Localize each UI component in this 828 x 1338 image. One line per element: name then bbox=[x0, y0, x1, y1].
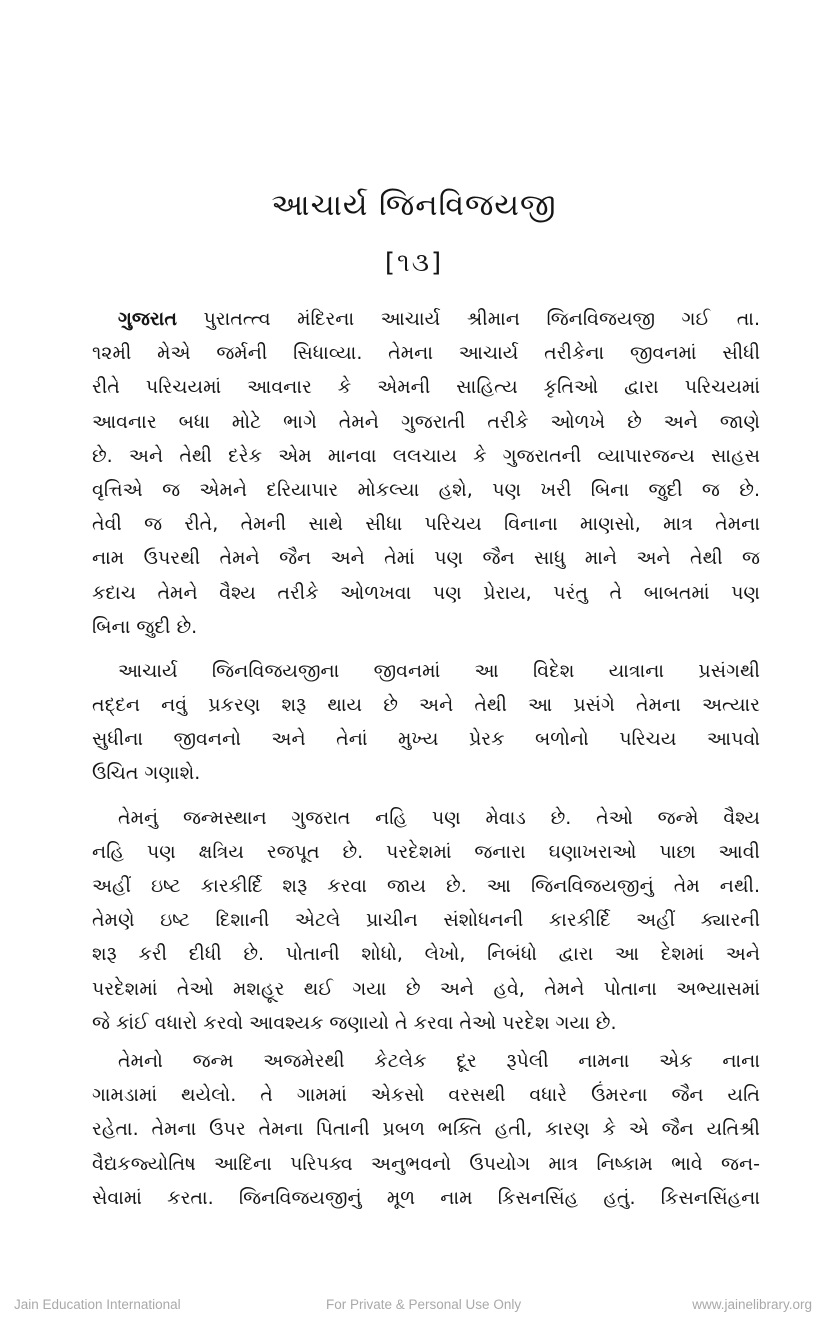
chapter-number: [૧૩] bbox=[384, 248, 444, 278]
text-line: નહિ પણ ક્ષત્રિય રજપૂત છે. પરદેશમાં જનારા ઘણાખરાઓ પાછા આવી bbox=[92, 840, 760, 863]
text-line: આવનાર બધા મોટે ભાગે તેમને ગુજરાતી તરીકે ઓળખે છે અને જાણે bbox=[92, 410, 760, 433]
text-line: બિના જુદી છે. bbox=[92, 615, 198, 638]
text-line: તેવી જ રીતે, તેમની સાથે સીધા પરિચય વિનાના માણસો, માત્ર તેમના bbox=[92, 513, 760, 536]
lead-word: ગુજરાત bbox=[118, 308, 177, 330]
paragraph-4 bbox=[92, 1044, 760, 1215]
paragraph-2 bbox=[92, 654, 760, 791]
text-line: પરદેશમાં તેઓ મશહૂર થઈ ગયા છે અને હવે, તેમને પોતાના અભ્યાસમાં bbox=[92, 977, 760, 1000]
text-line: વૃત્તિએ જ એમને દરિયાપાર મોકલ્યા હશે, પણ ખરી બિના જુદી જ છે. bbox=[92, 478, 760, 501]
text-line: ઉચિત ગણાશે. bbox=[92, 762, 201, 785]
text-line: કદાચ તેમને વૈશ્ય તરીકે ઓળખવા પણ પ્રેરાય, પરંતુ તે બાબતમાં પણ bbox=[92, 581, 760, 604]
text-line: સુધીના જીવનનો અને તેનાં મુખ્ય પ્રેરક બળોનો પરિચય આપવો bbox=[92, 728, 760, 751]
footer-usage-notice: For Private & Personal Use Only bbox=[326, 1297, 522, 1312]
text-line: ગુજરાત પુરાતત્ત્વ મંદિરના આચાર્ય શ્રીમાન જિનવિજયજી ગઈ તા. bbox=[118, 308, 760, 330]
text-line: તદ્દન નવું પ્રકરણ શરૂ થાય છે અને તેથી આ પ્રસંગે તેમના અત્યાર bbox=[92, 694, 760, 717]
footer-website-link[interactable]: www.jainelibrary.org bbox=[692, 1297, 812, 1312]
text-line: વૈદ્યકજ્યોતિષ આદિના પરિપક્વ અનુભવનો ઉપયોગ માત્ર નિષ્કામ ભાવે જન- bbox=[92, 1152, 760, 1175]
text-line: ૧૨મી મેએ જર્મની સિધાવ્યા. તેમના આચાર્ય તરીકેના જીવનમાં સીધી bbox=[92, 342, 760, 365]
text-line: આચાર્ય જિનવિજયજીના જીવનમાં આ વિદેશ યાત્રાના પ્રસંગથી bbox=[118, 659, 760, 682]
footer-publisher: Jain Education International bbox=[14, 1297, 181, 1312]
text-line: ગામડામાં થયેલો. તે ગામમાં એકસો વરસથી વધારે ઉંમરના જૈન યતિ bbox=[92, 1084, 760, 1107]
footer bbox=[0, 1297, 828, 1317]
text-line: તેમણે ઇષ્ટ દિશાની એટલે પ્રાચીન સંશોધનની કારકીર્દિ અહીં ક્યારની bbox=[92, 909, 760, 932]
text-line: છે. અને તેથી દરેક એમ માનવા લલચાય કે ગુજરાતની વ્યાપારજન્ય સાહસ bbox=[92, 444, 760, 467]
page-title: આચાર્ય જિનવિજયજી bbox=[271, 188, 557, 223]
text-line: રહેતા. તેમના ઉપર તેમના પિતાની પ્રબળ ભક્તિ હતી, કારણ કે એ જૈન યતિશ્રી bbox=[92, 1118, 760, 1141]
text-line: નામ ઉપરથી તેમને જૈન અને તેમાં પણ જૈન સાધુ માને અને તેથી જ bbox=[92, 547, 760, 570]
text-line: રીતે પરિચયમાં આવનાર કે એમની સાહિત્ય કૃતિઓ દ્વારા પરિચયમાં bbox=[92, 376, 760, 399]
text-line: શરૂ કરી દીધી છે. પોતાની શોધો, લેખો, નિબંધો દ્વારા આ દેશમાં અને bbox=[92, 943, 760, 966]
text-line: અહીં ઇષ્ટ કારકીર્દિ શરૂ કરવા જાય છે. આ જિનવિજયજીનું તેમ નથી. bbox=[92, 875, 760, 897]
text-line: તેમનું જન્મસ્થાન ગુજરાત નહિ પણ મેવાડ છે. તેઓ જન્મે વૈશ્ય bbox=[118, 806, 760, 829]
text-line: સેવામાં કરતા. જિનવિજયજીનું મૂળ નામ કિસનસિંહ હતું. કિસનસિંહના bbox=[92, 1186, 760, 1209]
text-line: જે કાંઈ વધારો કરવો આવશ્યક જણાયો તે કરવા તેઓ પરદેશ ગયા છે. bbox=[92, 1011, 617, 1034]
body-text bbox=[92, 302, 760, 1215]
paragraph-3 bbox=[92, 801, 760, 1040]
text-line: તેમનો જન્મ અજમેરથી કેટલેક દૂર રૂપેલી નામના એક નાના bbox=[118, 1049, 760, 1072]
paragraph-1 bbox=[92, 302, 760, 644]
